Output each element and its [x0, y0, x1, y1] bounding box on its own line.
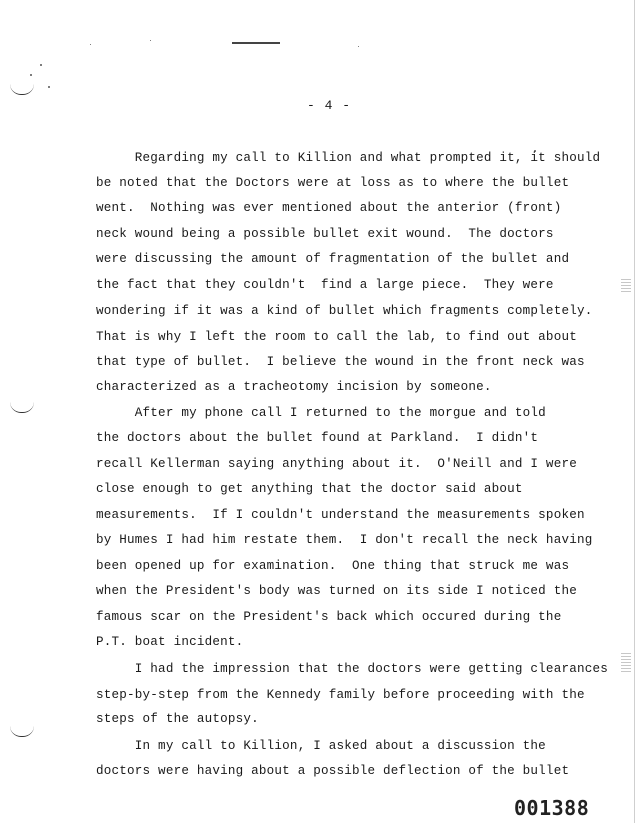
scan-edge-noise [621, 652, 631, 672]
scan-edge [634, 0, 635, 823]
body-line: by Humes I had him restate them. I don't recall the neck having [96, 533, 593, 547]
scan-speck [40, 64, 42, 66]
body-line: recall Kellerman saying anything about it. O'Neill and I were [96, 457, 577, 471]
body-line: In my call to Killion, I asked about a discussion the [96, 739, 546, 753]
scan-artifact-dash [232, 42, 280, 44]
body-line: That is why I left the room to call the lab, to find out about [96, 330, 577, 344]
body-line: went. Nothing was ever mentioned about the anterior (front) [96, 201, 562, 215]
body-line: steps of the autopsy. [96, 712, 259, 726]
body-line: the doctors about the bullet found at Parkland. I didn't [96, 431, 539, 445]
scan-speck [90, 44, 91, 45]
document-control-number: 001388 [514, 796, 590, 820]
binding-hole-mark [10, 402, 34, 413]
body-line: neck wound being a possible bullet exit wound. The doctors [96, 227, 554, 241]
binding-hole-mark [10, 726, 34, 737]
scan-speck [150, 40, 151, 41]
body-line: when the President's body was turned on its side I noticed the [96, 584, 577, 598]
body-line: step-by-step from the Kennedy family before proceeding with the [96, 688, 585, 702]
body-line: the fact that they couldn't find a large piece. They were [96, 278, 554, 292]
binding-hole-mark [10, 84, 34, 95]
body-line: After my phone call I returned to the morgue and told [96, 406, 546, 420]
body-line: been opened up for examination. One thing that struck me was [96, 559, 570, 573]
body-line: famous scar on the President's back which occured during the [96, 610, 562, 624]
body-line: I had the impression that the doctors were getting clearances [96, 662, 608, 676]
body-line: doctors were having about a possible deflection of the bullet [96, 764, 570, 778]
body-line: P.T. boat incident. [96, 635, 244, 649]
scan-speck [48, 86, 50, 88]
scan-speck [358, 46, 359, 47]
body-line: Regarding my call to Killion and what prompted it, it should [96, 151, 601, 165]
body-line: that type of bullet. I believe the wound in the front neck was [96, 355, 585, 369]
scan-edge-noise [621, 278, 631, 292]
body-line: were discussing the amount of fragmentation of the bullet and [96, 252, 570, 266]
body-line: wondering if it was a kind of bullet which fragments completely. [96, 304, 593, 318]
body-line: characterized as a tracheotomy incision by someone. [96, 380, 492, 394]
body-line: be noted that the Doctors were at loss as to where the bullet [96, 176, 570, 190]
body-line: close enough to get anything that the doctor said about [96, 482, 523, 496]
page-number: - 4 - [307, 98, 352, 113]
scan-speck [30, 74, 32, 76]
body-line: measurements. If I couldn't understand the measurements spoken [96, 508, 585, 522]
